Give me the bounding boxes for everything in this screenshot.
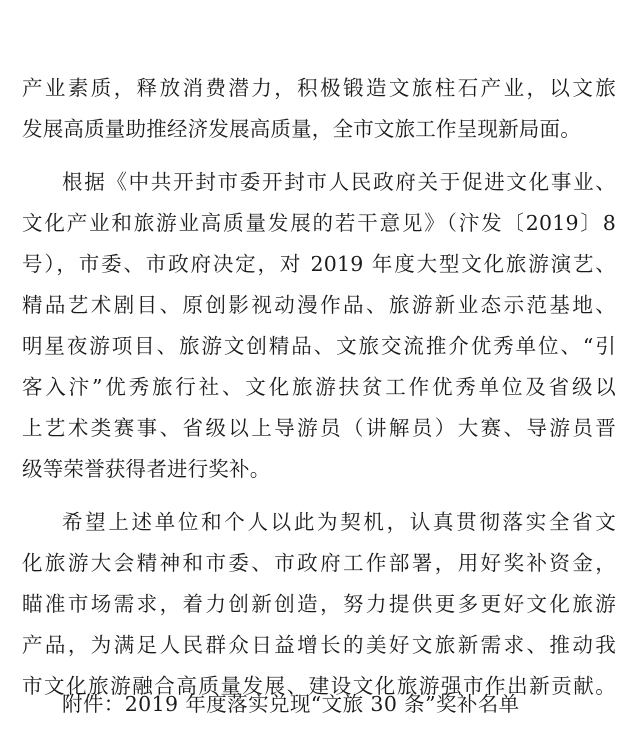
paragraph-line: 产品，为满足人民群众日益增长的美好文旅新需求、推动我 <box>22 633 616 657</box>
paragraph-line: 明星夜游项目、旅游文创精品、文旅交流推介优秀单位、“引 <box>22 334 616 358</box>
paragraph-line: 根据《中共开封市委开封市人民政府关于促进文化事业、 <box>62 170 616 194</box>
paragraph-line: 希望上述单位和个人以此为契机，认真贯彻落实全省文 <box>62 510 616 534</box>
attachment-line: 附件：2019 年度落实兑现“文旅 30 条”奖补名单 <box>62 692 520 716</box>
paragraph-line: 上艺术类赛事、省级以上导游员（讲解员）大赛、导游员晋 <box>22 416 616 440</box>
paragraph-line: 号），市委、市政府决定，对 2019 年度大型文化旅游演艺、 <box>22 252 616 276</box>
paragraph-line: 客入汴”优秀旅行社、文化旅游扶贫工作优秀单位及省级以 <box>22 375 616 399</box>
paragraph-line: 产业素质，释放消费潜力，积极锻造文旅柱石产业，以文旅 <box>22 76 616 100</box>
paragraph-line: 发展高质量助推经济发展高质量，全市文旅工作呈现新局面。 <box>22 117 581 141</box>
paragraph-line: 瞄准市场需求，着力创新创造，努力提供更多更好文化旅游 <box>22 592 616 616</box>
paragraph-line: 精品艺术剧目、原创影视动漫作品、旅游新业态示范基地、 <box>22 293 616 317</box>
paragraph-line: 化旅游大会精神和市委、市政府工作部署，用好奖补资金， <box>22 551 616 575</box>
paragraph-line: 级等荣誉获得者进行奖补。 <box>22 457 271 481</box>
paragraph-line: 文化产业和旅游业高质量发展的若干意见》（汴发〔2019〕8 <box>22 211 616 235</box>
paragraph-line: 市文化旅游融合高质量发展、建设文化旅游强市作出新贡献。 <box>22 674 616 698</box>
